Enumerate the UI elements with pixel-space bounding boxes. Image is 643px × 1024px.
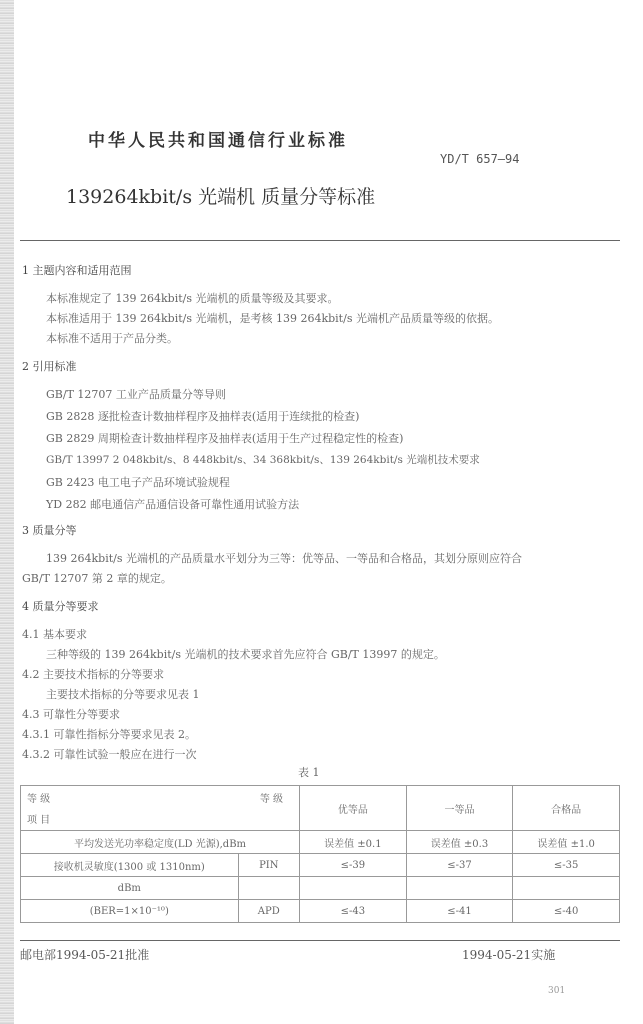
reference-item: GB 2829 周期检查计数抽样程序及抽样表(适用于生产过程稳定性的检查) bbox=[46, 432, 404, 445]
header-grade-label: 等 级 bbox=[27, 794, 51, 805]
table-row bbox=[21, 831, 620, 854]
section-1-para: 本标准适用于 139 264kbit/s 光端机，是考核 139 264kbit/s 光端机产品质量等级的依据。 bbox=[46, 312, 499, 325]
section-1-para: 本标准规定了 139 264kbit/s 光端机的质量等级及其要求。 bbox=[46, 292, 339, 305]
row-item: 接收机灵敏度(1300 或 1310nm) bbox=[21, 854, 239, 877]
row-value: ≤-35 bbox=[513, 854, 620, 877]
row-value bbox=[406, 877, 513, 900]
section-3-para: GB/T 12707 第 2 章的规定。 bbox=[22, 572, 172, 585]
grading-table bbox=[20, 785, 620, 923]
section-3-heading: 3 质量分等 bbox=[22, 524, 77, 537]
reference-item: YD 282 邮电通信产品通信设备可靠性通用试验方法 bbox=[46, 498, 300, 511]
clause-heading: 4.1 基本要求 bbox=[22, 628, 87, 641]
agency-title: 中华人民共和国通信行业标准 bbox=[88, 131, 348, 151]
approval-date: 邮电部1994-05-21批准 bbox=[20, 948, 150, 962]
clause-text: 三种等级的 139 264kbit/s 光端机的技术要求首先应符合 GB/T 13997 的规定。 bbox=[46, 648, 445, 661]
clause-heading: 4.3 可靠性分等要求 bbox=[22, 708, 120, 721]
table-caption: 表 1 bbox=[298, 766, 320, 779]
clause-heading: 4.3.2 可靠性试验一般应在进行一次 bbox=[22, 748, 197, 761]
row-value: ≤-37 bbox=[406, 854, 513, 877]
row-value: ≤-43 bbox=[300, 900, 407, 923]
row-sub bbox=[238, 877, 299, 900]
section-3-para: 139 264kbit/s 光端机的产品质量水平划分为三等：优等品、一等品和合格品，其划分原则应符合 bbox=[46, 552, 522, 565]
row-value bbox=[513, 877, 620, 900]
row-value: ≤-40 bbox=[513, 900, 620, 923]
effective-date: 1994-05-21实施 bbox=[462, 948, 556, 962]
title-rule bbox=[20, 240, 620, 241]
row-value bbox=[300, 877, 407, 900]
row-sub: APD bbox=[238, 900, 299, 923]
column-header: 优等品 bbox=[300, 786, 407, 831]
row-value: 误差值 ±0.3 bbox=[406, 831, 513, 854]
row-value: 误差值 ±1.0 bbox=[513, 831, 620, 854]
reference-item: GB 2423 电工电子产品环境试验规程 bbox=[46, 476, 230, 489]
row-value: 误差值 ±0.1 bbox=[300, 831, 407, 854]
table-row bbox=[21, 854, 620, 877]
row-item: 平均发送光功率稳定度(LD 光源),dBm bbox=[21, 831, 300, 854]
document-title: 139264kbit/s 光端机 质量分等标准 bbox=[66, 186, 376, 208]
row-item: (BER=1×10⁻¹⁰) bbox=[21, 900, 239, 923]
section-4-heading: 4 质量分等要求 bbox=[22, 600, 99, 613]
clause-heading: 4.3.1 可靠性指标分等要求见表 2。 bbox=[22, 728, 196, 741]
scan-edge bbox=[0, 0, 14, 1024]
clause-text: 主要技术指标的分等要求见表 1 bbox=[46, 688, 200, 701]
table-row bbox=[21, 877, 620, 900]
reference-item: GB/T 13997 2 048kbit/s、8 448kbit/s、34 368kbit/s、139 264kbit/s 光端机技术要求 bbox=[46, 454, 480, 466]
column-header: 一等品 bbox=[406, 786, 513, 831]
reference-item: GB 2828 逐批检查计数抽样程序及抽样表(适用于连续批的检查) bbox=[46, 410, 360, 423]
section-1-para: 本标准不适用于产品分类。 bbox=[46, 332, 178, 345]
clause-heading: 4.2 主要技术指标的分等要求 bbox=[22, 668, 164, 681]
row-value: ≤-39 bbox=[300, 854, 407, 877]
row-value: ≤-41 bbox=[406, 900, 513, 923]
reference-item: GB/T 12707 工业产品质量分等导则 bbox=[46, 388, 226, 401]
row-sub: PIN bbox=[238, 854, 299, 877]
page-number: 301 bbox=[548, 986, 566, 996]
header-item-label: 项 目 bbox=[27, 815, 51, 826]
column-header: 合格品 bbox=[513, 786, 620, 831]
table-corner-cell bbox=[21, 786, 300, 831]
footer-rule bbox=[20, 940, 620, 941]
section-1-heading: 1 主题内容和适用范围 bbox=[22, 264, 132, 277]
section-2-heading: 2 引用标准 bbox=[22, 360, 77, 373]
row-item: dBm bbox=[21, 877, 239, 900]
standard-number: YD/T 657—94 bbox=[440, 152, 520, 166]
table-row bbox=[21, 900, 620, 923]
header-grade-label-right: 等 级 bbox=[259, 794, 283, 805]
